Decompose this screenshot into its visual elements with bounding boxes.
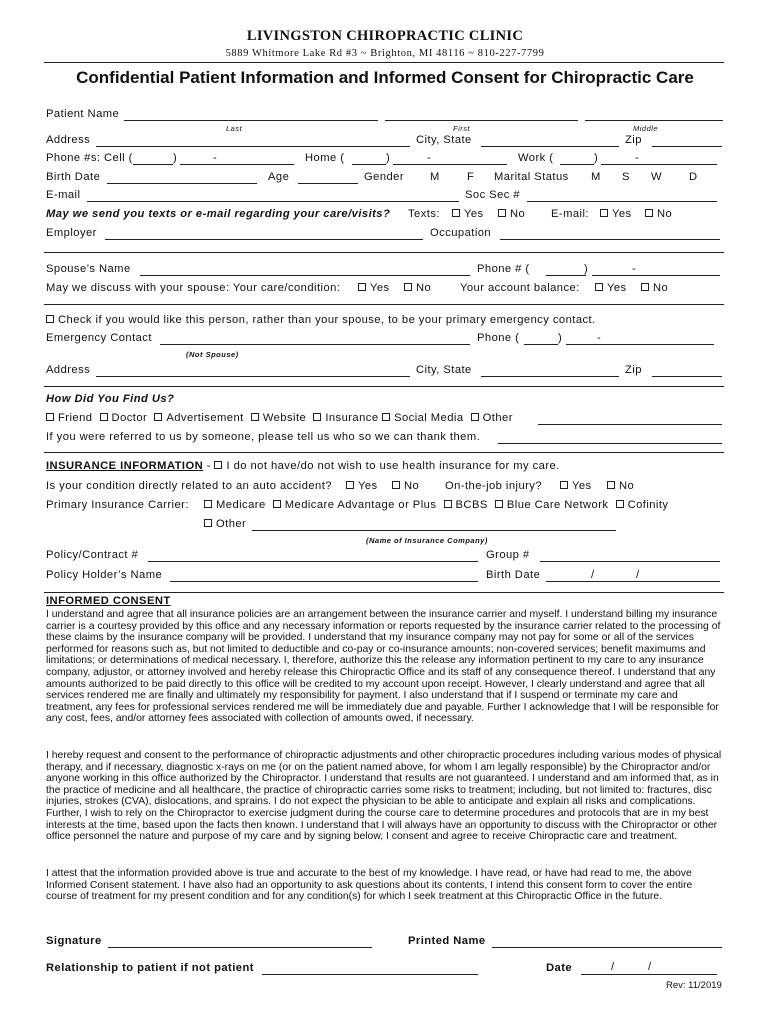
consent-paragraph-3: I attest that the information provided above is true and accurate to the best of my knowledge. I have read, or have had read to me, the above Informed Consent statement. I have also had an opportunity to ask questions about its contents, I intend this consent form to cover the entire course of treatment for my present condition and for any condition(s) for which I seek treatment at this Chiropractic Office in the future.: [46, 868, 693, 903]
checkbox-icon[interactable]: [358, 283, 366, 291]
section-rule-5: [44, 592, 724, 593]
city-state-field[interactable]: [481, 146, 619, 147]
cell-number-field[interactable]: [180, 164, 294, 165]
email-opt-label: E-mail:: [551, 208, 589, 220]
last-name-hint: Last: [226, 124, 243, 133]
home-paren-close: ): [386, 152, 391, 164]
carrier-label: Primary Insurance Carrier:: [46, 499, 189, 511]
cell-paren-close: ): [173, 152, 178, 164]
spouse-phone-label: Phone # (: [477, 263, 530, 275]
patient-last-name-field[interactable]: [124, 120, 378, 121]
address-label: Address: [46, 134, 91, 146]
soc-sec-field[interactable]: [527, 201, 717, 202]
emergency-address-label: Address: [46, 364, 91, 376]
city-state-label: City, State: [416, 134, 472, 146]
section-rule-3: [44, 386, 724, 387]
checkbox-icon[interactable]: [616, 500, 624, 508]
signature-label: Signature: [46, 935, 102, 947]
referral-option-website[interactable]: Website: [251, 412, 306, 424]
zip-field[interactable]: [652, 146, 722, 147]
relationship-field[interactable]: [262, 974, 478, 975]
checkbox-icon[interactable]: [495, 500, 503, 508]
checkbox-icon[interactable]: [607, 481, 615, 489]
emergency-contact-label: Emergency Contact: [46, 332, 152, 344]
work-dash: -: [635, 152, 640, 164]
checkbox-icon[interactable]: [641, 283, 649, 291]
insurance-heading: INSURANCE INFORMATION: [46, 460, 204, 472]
phone-home-label: Home (: [305, 152, 345, 164]
referral-option-other[interactable]: Other: [471, 412, 513, 424]
gender-label: Gender: [364, 171, 405, 183]
section-rule-1: [44, 252, 724, 253]
texts-no-option[interactable]: No: [498, 208, 525, 220]
emergency-paren-close: ): [558, 332, 563, 344]
job-no-option[interactable]: No: [607, 480, 634, 492]
texts-yes-option[interactable]: Yes: [452, 208, 484, 220]
home-area-code-field[interactable]: [352, 164, 386, 165]
emergency-dash: -: [597, 332, 602, 344]
holder-bd-slash-1: /: [591, 569, 595, 581]
carrier-option-other[interactable]: Other: [204, 518, 246, 530]
checkbox-icon[interactable]: [382, 413, 390, 421]
emergency-number-field[interactable]: [566, 344, 714, 345]
work-number-field[interactable]: [601, 164, 717, 165]
gender-m-option[interactable]: M: [430, 171, 440, 183]
discuss-balance-no-option[interactable]: No: [641, 282, 668, 294]
patient-name-label: Patient Name: [46, 108, 120, 120]
checkbox-icon[interactable]: [154, 413, 162, 421]
gender-f-option[interactable]: F: [467, 171, 475, 183]
referral-option-advertisement[interactable]: Advertisement: [154, 412, 243, 424]
emergency-address-field[interactable]: [96, 376, 410, 377]
checkbox-icon[interactable]: [392, 481, 400, 489]
referred-by-field[interactable]: [498, 443, 722, 444]
revision-label: Rev: 11/2019: [666, 980, 722, 991]
age-label: Age: [268, 171, 290, 183]
occupation-field[interactable]: [500, 239, 720, 240]
referred-by-label: If you were referred to us by someone, please tell us who so we can thank them.: [46, 431, 481, 443]
spouse-paren-close: ): [584, 263, 589, 275]
policy-holder-label: Policy Holder’s Name: [46, 569, 163, 581]
relationship-label: Relationship to patient if not patient: [46, 962, 254, 974]
spouse-discuss-label: May we discuss with your spouse: Your care/condition:: [46, 282, 341, 294]
checkbox-icon[interactable]: [452, 209, 460, 217]
email-field[interactable]: [87, 201, 459, 202]
consent-paragraph-1: I understand and agree that all insurance policies are an arrangement between the insurance carrier and myself. I understand billing my insurance carrier is a courtesy provided by this office and any necessary information or reports requested by the insurance carrier related to the processing of these claims by the insurance company will be provided. I understand that my insurance company may not pay for some or all of the services performed for reasons such as, but not limited to deductible and co-pay or co-insurance amounts; non-covered services; benefit maximums and limitations; or determinations of medical necessary. I, therefore, authorize this the release any information pertinent to my care to any insurance company, adjustor, or attorney involved and hereby release this Chiropractic Office and its staff of any consequence thereof. I understand that any amounts authorized to be paid directly to this office will be credited to my account upon receipt. However, I clearly understand and agree that all services rendered me are finally and ultimately my responsibility for payment. I also understand that if I suspend or terminate my care and treatment, any fees for professional services rendered me will be immediately due and payable. Further I acknowledge that I will be responsible for any cost, fees, and/or attorney fees associated with collection of amounts owed, if necessary.: [46, 609, 721, 725]
group-label: Group #: [486, 549, 530, 561]
email-yes-option[interactable]: Yes: [600, 208, 632, 220]
printed-name-field[interactable]: [492, 947, 722, 948]
age-field[interactable]: [298, 183, 358, 184]
occupation-label: Occupation: [430, 227, 492, 239]
job-yes-option[interactable]: Yes: [560, 480, 592, 492]
checkbox-icon[interactable]: [214, 461, 222, 469]
email-label: E-mail: [46, 189, 81, 201]
referral-option-insurance[interactable]: Insurance: [313, 412, 378, 424]
header-rule: [44, 62, 724, 63]
emergency-city-state-field[interactable]: [481, 376, 619, 377]
phone-work-label: Work (: [518, 152, 554, 164]
holder-bd-slash-2: /: [636, 569, 640, 581]
carrier-option-cofinity[interactable]: Cofinity: [616, 499, 669, 511]
patient-middle-name-field[interactable]: [585, 120, 723, 121]
referral-heading: How Did You Find Us?: [46, 393, 175, 405]
primary-emergency-check[interactable]: Check if you would like this person, rather than your spouse, to be your primary emergency contact.: [46, 314, 596, 326]
section-rule-4: [44, 452, 724, 453]
policy-holder-field[interactable]: [170, 581, 478, 582]
spouse-name-label: Spouse’s Name: [46, 263, 131, 275]
discuss-care-yes-option[interactable]: Yes: [358, 282, 390, 294]
group-field[interactable]: [540, 561, 720, 562]
date-slash-1: /: [611, 961, 615, 973]
marital-status-label: Marital Status: [494, 171, 569, 183]
holder-birth-date-field[interactable]: [546, 581, 720, 582]
clinic-address: 5889 Whitmore Lake Rd #3 ~ Brighton, MI 48116 ~ 810-227-7799: [225, 48, 545, 59]
auto-yes-option[interactable]: Yes: [346, 480, 378, 492]
checkbox-icon[interactable]: [645, 209, 653, 217]
emergency-zip-field[interactable]: [652, 376, 722, 377]
spouse-name-field[interactable]: [140, 275, 470, 276]
auto-no-option[interactable]: No: [392, 480, 419, 492]
soc-sec-label: Soc Sec #: [465, 189, 521, 201]
checkbox-icon[interactable]: [444, 500, 452, 508]
middle-name-hint: Middle: [633, 124, 659, 133]
work-paren-close: ): [594, 152, 599, 164]
checkbox-icon[interactable]: [46, 315, 54, 323]
signature-field[interactable]: [108, 947, 372, 948]
birth-date-field[interactable]: [107, 183, 257, 184]
checkbox-icon[interactable]: [204, 519, 212, 527]
emergency-contact-field[interactable]: [160, 344, 470, 345]
referral-options: [46, 412, 513, 424]
emergency-city-state-label: City, State: [416, 364, 472, 376]
account-balance-label: Your account balance:: [460, 282, 580, 294]
no-insurance-option[interactable]: I do not have/do not wish to use health insurance for my care.: [214, 460, 559, 472]
address-field[interactable]: [96, 146, 410, 147]
referral-option-doctor[interactable]: Doctor: [100, 412, 148, 424]
carrier-option-medicare-advantage[interactable]: Medicare Advantage or Plus: [273, 499, 437, 511]
policy-field[interactable]: [148, 561, 478, 562]
marital-s-option[interactable]: S: [622, 171, 630, 183]
checkbox-icon[interactable]: [204, 500, 212, 508]
checkbox-icon[interactable]: [251, 413, 259, 421]
zip-label: Zip: [625, 134, 642, 146]
section-rule-2: [44, 304, 724, 305]
checkbox-icon[interactable]: [471, 413, 479, 421]
emergency-phone-label: Phone (: [477, 332, 520, 344]
texts-question: May we send you texts or e-mail regarding your care/visits?: [46, 208, 391, 220]
marital-w-option[interactable]: W: [651, 171, 663, 183]
spouse-dash: -: [632, 263, 637, 275]
marital-d-option[interactable]: D: [689, 171, 698, 183]
clinic-name: LIVINGSTON CHIROPRACTIC CLINIC: [246, 28, 524, 44]
printed-name-label: Printed Name: [408, 935, 486, 947]
policy-label: Policy/Contract #: [46, 549, 139, 561]
cell-area-code-field[interactable]: [133, 164, 173, 165]
consent-heading: INFORMED CONSENT: [46, 595, 171, 607]
date-label: Date: [546, 962, 573, 974]
date-slash-2: /: [648, 961, 652, 973]
auto-accident-label: Is your condition directly related to an auto accident?: [46, 480, 332, 492]
referral-option-friend[interactable]: Friend: [46, 412, 92, 424]
checkbox-icon[interactable]: [46, 413, 54, 421]
home-dash: -: [427, 152, 432, 164]
consent-paragraph-2: I hereby request and consent to the performance of chiropractic adjustments and other chiropractic procedures including various modes of physical therapy, and if necessary, diagnostic x-rays on me (or on the patient named above, for whom I am legally responsible) by the Chiropractor and/or anyone working in this office authorized by the Chiropractor. I understand that results are not guaranteed. I understand and am informed that, as in the practice of medicine and all healthcare, the practice of chiropractic carries some risks to treatment; including, but not limited to: fractures, disc injuries, strokes (CVA), dislocations, and sprains. I do not expect the physician to be able to anticipate and explain all risks and complications. Further, I wish to rely on the Chiropractor to exercise judgment during the course care to determine procedures and protocols that are in my best interests at the time, based upon the facts then known. I understand that I will always have an opportunity to discuss with the Chiropractor or other office personnel the nature and purpose of my care and by signing below, I consent and agree to receive Chiropractic care and treatment.: [46, 750, 722, 843]
patient-first-name-field[interactable]: [385, 120, 578, 121]
carrier-option-blue-care[interactable]: Blue Care Network: [495, 499, 609, 511]
checkbox-icon[interactable]: [600, 209, 608, 217]
insurance-company-hint: (Name of Insurance Company): [366, 536, 488, 545]
spouse-area-code-field[interactable]: [546, 275, 586, 276]
carrier-options: [204, 499, 668, 511]
birth-date-label: Birth Date: [46, 171, 101, 183]
referral-option-social-media[interactable]: Social Media: [382, 412, 463, 424]
date-field[interactable]: [581, 974, 717, 975]
carrier-option-medicare[interactable]: Medicare: [204, 499, 266, 511]
first-name-hint: First: [453, 124, 471, 133]
insurance-heading-row: INSURANCE INFORMATION - I do not have/do not wish to use health insurance for my care.: [46, 460, 560, 472]
discuss-balance-yes-option[interactable]: Yes: [595, 282, 627, 294]
discuss-care-no-option[interactable]: No: [404, 282, 431, 294]
marital-m-option[interactable]: M: [591, 171, 601, 183]
email-no-option[interactable]: No: [645, 208, 672, 220]
referral-other-field[interactable]: [538, 424, 722, 425]
texts-label: Texts:: [408, 208, 440, 220]
checkbox-icon[interactable]: [404, 283, 412, 291]
checkbox-icon[interactable]: [560, 481, 568, 489]
cell-dash: -: [213, 152, 218, 164]
checkbox-icon[interactable]: [498, 209, 506, 217]
home-number-field[interactable]: [393, 164, 507, 165]
emergency-zip-label: Zip: [625, 364, 642, 376]
not-spouse-hint: (Not Spouse): [186, 350, 239, 359]
job-injury-label: On-the-job injury?: [445, 480, 543, 492]
work-area-code-field[interactable]: [560, 164, 594, 165]
checkbox-icon[interactable]: [273, 500, 281, 508]
carrier-option-bcbs[interactable]: BCBS: [444, 499, 488, 511]
emergency-area-code-field[interactable]: [524, 344, 558, 345]
employer-field[interactable]: [105, 239, 423, 240]
spouse-number-field[interactable]: [592, 275, 720, 276]
checkbox-icon[interactable]: [100, 413, 108, 421]
checkbox-icon[interactable]: [313, 413, 321, 421]
checkbox-icon[interactable]: [346, 481, 354, 489]
form-title: Confidential Patient Information and Informed Consent for Chiropractic Care: [76, 68, 694, 87]
holder-birth-date-label: Birth Date: [486, 569, 541, 581]
phone-cell-label: Phone #s: Cell (: [46, 152, 133, 164]
employer-label: Employer: [46, 227, 97, 239]
checkbox-icon[interactable]: [595, 283, 603, 291]
insurance-company-field[interactable]: [252, 530, 616, 531]
